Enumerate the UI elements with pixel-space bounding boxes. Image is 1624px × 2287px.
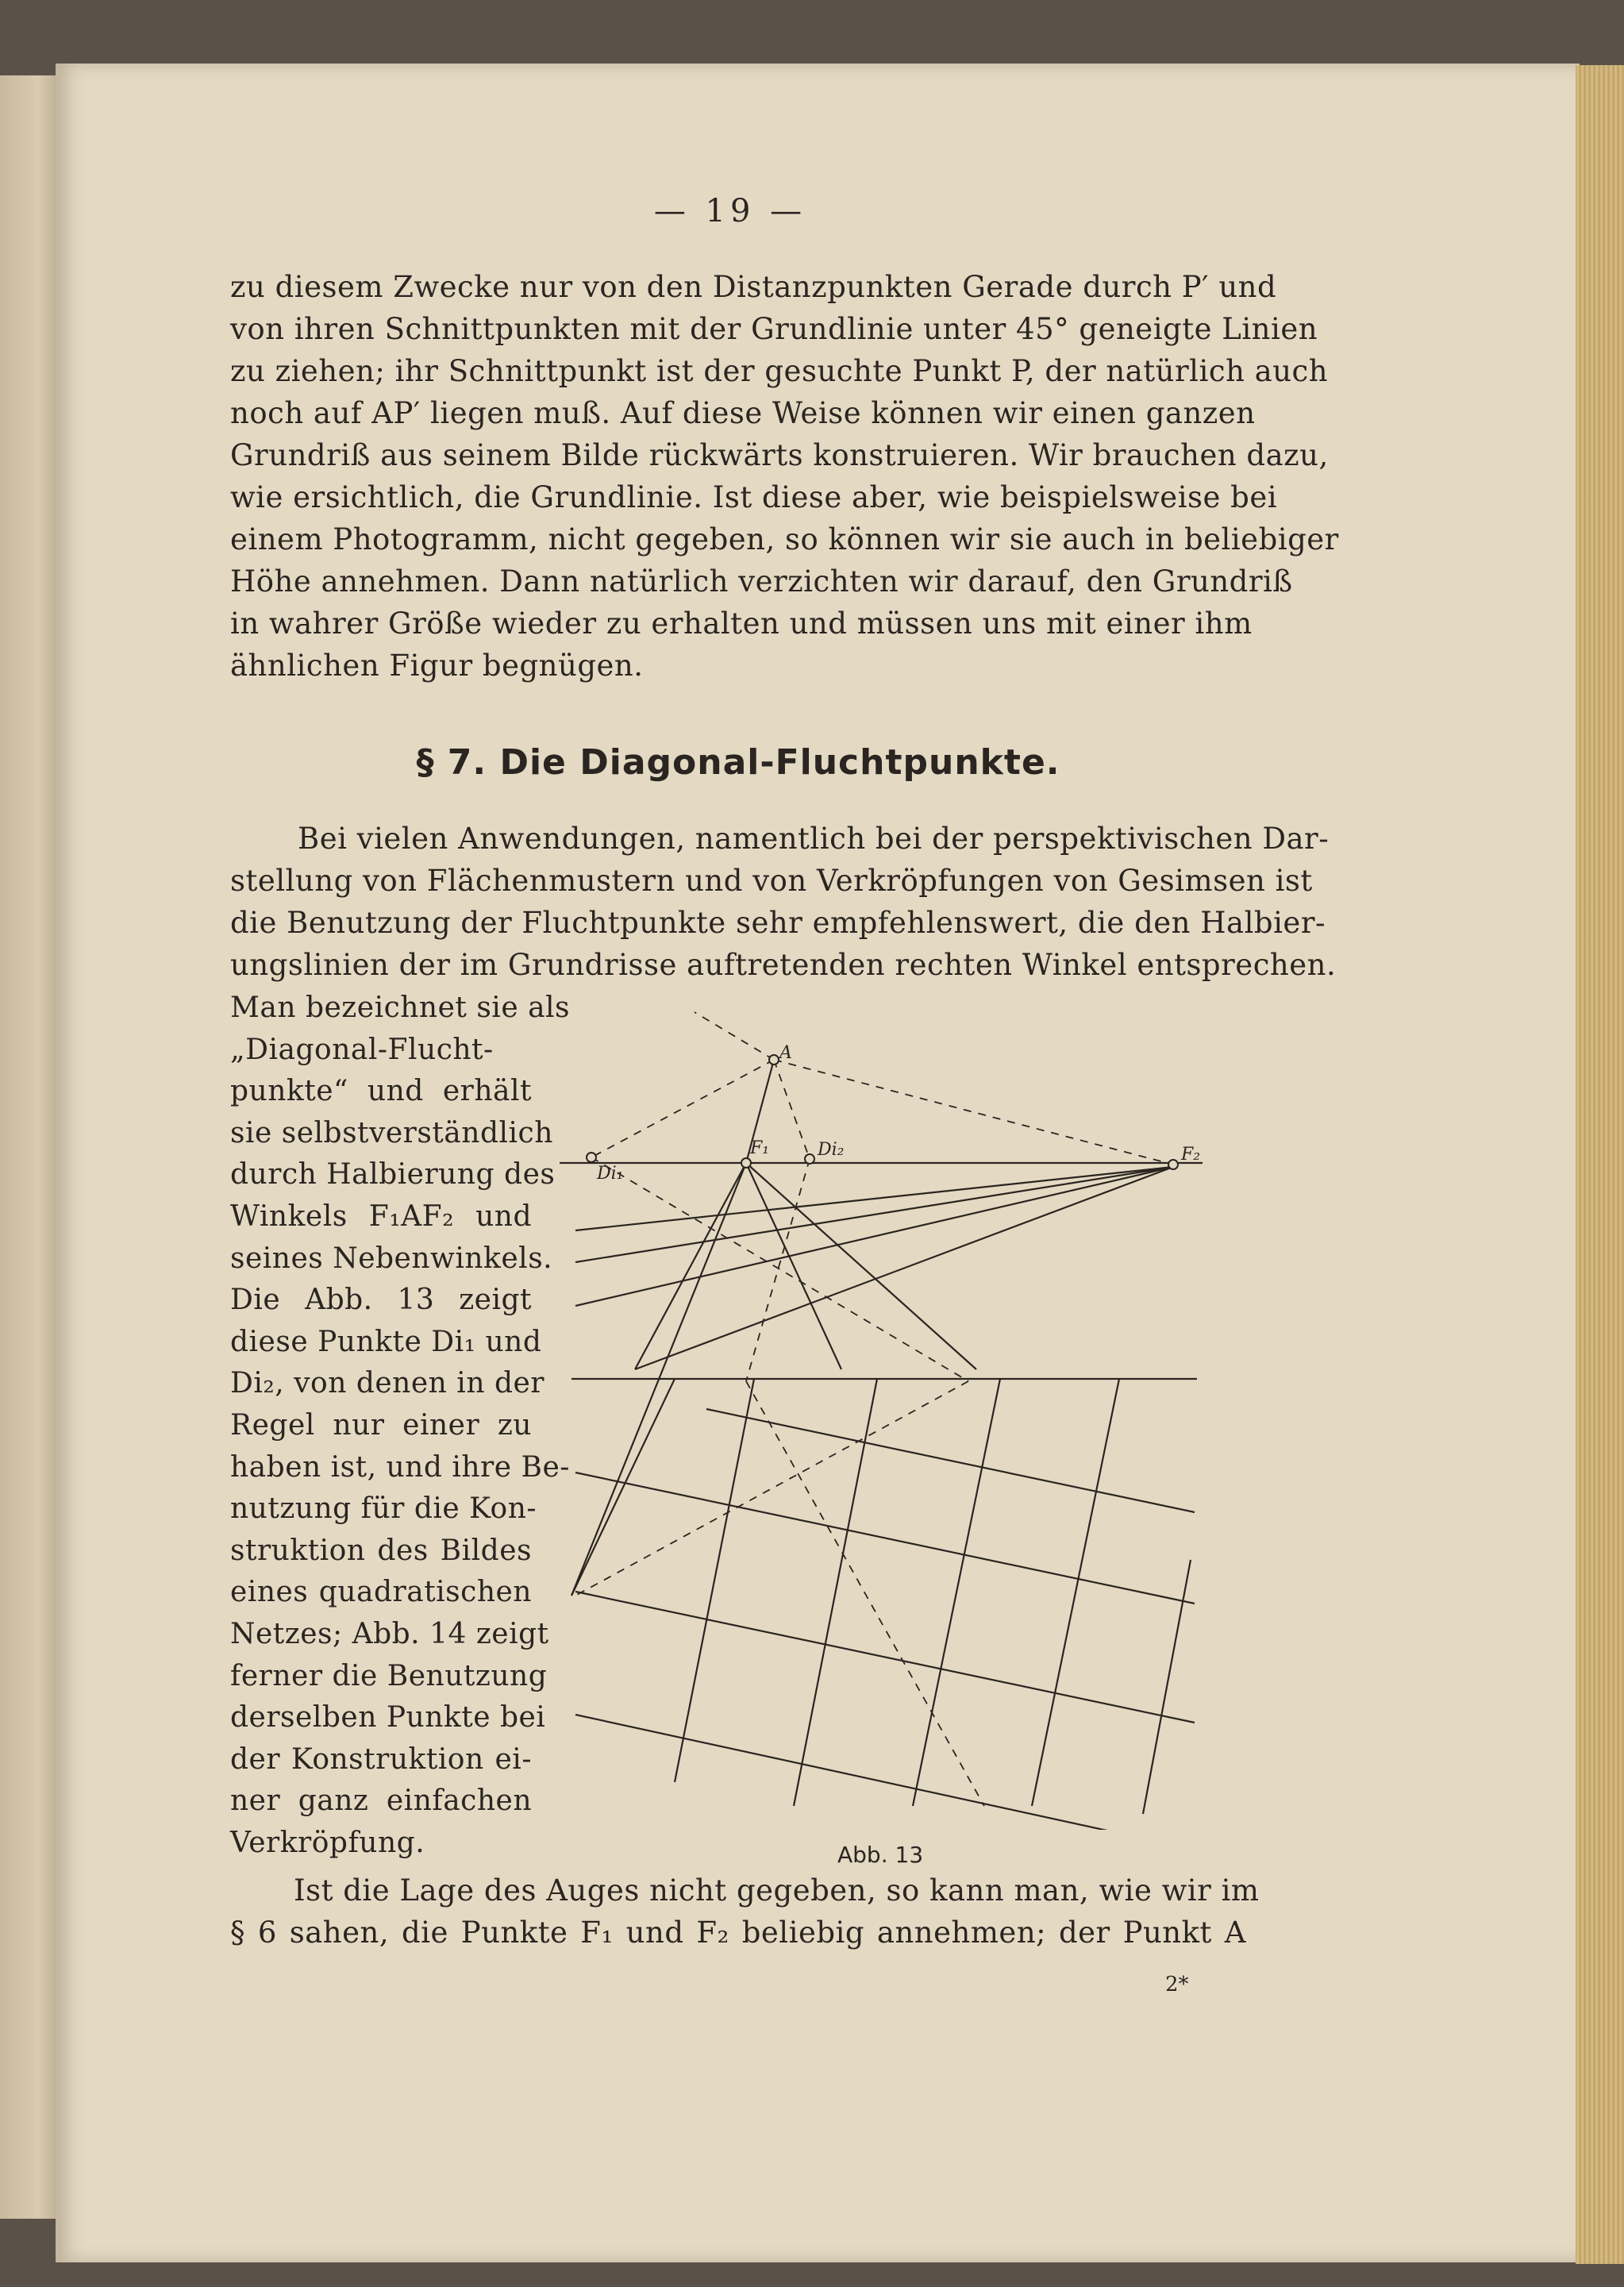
perspective-grid-diagram (556, 988, 1214, 1830)
figure-abb-13 (556, 988, 1214, 1830)
closing-paragraph (230, 1869, 1260, 1954)
grid-line (913, 1379, 1000, 1806)
ray-line (635, 1163, 746, 1369)
text-line: der Konstruktion ei- (230, 1742, 532, 1776)
text-line: zu ziehen; ihr Schnittpunkt ist der gesuchte Punkt P, der natürlich auch (230, 354, 1329, 388)
point-f2 (1168, 1160, 1178, 1169)
text-line: Höhe annehmen. Dann natürlich verzichten wir darauf, den Grundriß (230, 564, 1293, 599)
text-line: punkte“ und erhält (230, 1075, 532, 1108)
text-line: § 6 sahen, die Punkte F₁ und F₂ beliebig annehmen; der Punkt A (230, 1915, 1246, 1950)
text-line: eines quadratischen (230, 1576, 532, 1609)
text-line: sie selbstverständlich (230, 1116, 553, 1149)
label-f2: F₂ (1181, 1145, 1201, 1165)
grid-line (706, 1409, 1195, 1512)
text-line: ungslinien der im Grundrisse auftretenden rechten Winkel entsprechen. (230, 948, 1337, 982)
text-line: Ist die Lage des Auges nicht gegeben, so kann man, wie wir im (294, 1873, 1260, 1908)
text-line: Bei vielen Anwendungen, namentlich bei der perspektivischen Dar- (298, 822, 1330, 856)
diagonal-construction-line (591, 1060, 774, 1157)
point-di1 (587, 1153, 596, 1162)
ray-line (746, 1163, 976, 1369)
ray-line (575, 1167, 1173, 1230)
text-line: von ihren Schnittpunkten mit der Grundlinie unter 45° geneigte Linien (230, 312, 1318, 346)
grid-line (1032, 1379, 1119, 1806)
section-paragraph (230, 818, 1337, 986)
signature-mark: 2* (1165, 1973, 1189, 1996)
figure-caption: Abb. 13 (837, 1842, 924, 1868)
text-line: ähnlichen Figur begnügen. (230, 649, 644, 683)
text-line: nutzung für die Kon- (230, 1492, 537, 1526)
ray-line (635, 1167, 1173, 1369)
text-line: Netzes; Abb. 14 zeigt (230, 1617, 549, 1650)
text-line: Verkröpfung. (230, 1826, 425, 1859)
previous-page-edge (0, 75, 63, 2219)
grid-line (675, 1379, 754, 1782)
narrow-column-text (230, 988, 571, 1864)
ray-line (575, 1167, 1173, 1262)
diagonal-construction-line (575, 1381, 968, 1596)
text-line: in wahrer Größe wieder zu erhalten und müssen uns mit einer ihm (230, 606, 1253, 641)
section-heading: § 7. Die Diagonal-Fluchtpunkte. (416, 742, 1060, 783)
text-line: einem Photogramm, nicht gegeben, so können wir sie auch in beliebiger (230, 522, 1339, 556)
text-line: derselben Punkte bei (230, 1701, 546, 1735)
diagonal-construction-line (695, 1012, 774, 1060)
text-line: seines Nebenwinkels. (230, 1242, 553, 1275)
page-number: — 19 — (653, 193, 807, 229)
grid-line (575, 1592, 1195, 1723)
text-line: haben ist, und ihre Be- (230, 1450, 570, 1484)
text-line: Man bezeichnet sie als (230, 991, 571, 1024)
point-f1 (741, 1158, 751, 1168)
text-line: Di₂, von denen in der (230, 1367, 545, 1400)
text-line: durch Halbierung des (230, 1158, 556, 1192)
ray-line (746, 1163, 841, 1369)
intro-paragraph (230, 266, 1339, 687)
diagonal-construction-line (591, 1157, 968, 1381)
label-di1: Di₁ (597, 1164, 624, 1184)
text-line: die Benutzung der Fluchtpunkte sehr empfehlenswert, die den Halbier- (230, 906, 1326, 940)
text-line: ner ganz einfachen (230, 1785, 532, 1818)
label-di2: Di₂ (818, 1140, 845, 1160)
grid-line (575, 1715, 1195, 1830)
text-line: ferner die Benutzung (230, 1659, 548, 1692)
text-line: wie ersichtlich, die Grundlinie. Ist diese aber, wie beispielsweise bei (230, 480, 1278, 514)
text-line: struktion des Bildes (230, 1534, 532, 1567)
text-line: „Diagonal-Flucht- (230, 1033, 494, 1066)
point-a (769, 1055, 779, 1065)
page-stack-edge (1576, 65, 1624, 2264)
label-f1: F₁ (750, 1138, 770, 1158)
text-line: Winkels F₁AF₂ und (230, 1199, 532, 1233)
label-a: A (779, 1043, 792, 1063)
text-line: Grundriß aus seinem Bilde rückwärts konstruieren. Wir brauchen dazu, (230, 438, 1329, 472)
text-line: noch auf AP′ liegen muß. Auf diese Weise können wir einen ganzen (230, 396, 1256, 430)
diagonal-construction-line (746, 1381, 984, 1806)
diagonal-construction-line (774, 1060, 810, 1159)
text-line: Regel nur einer zu (230, 1408, 532, 1442)
point-di2 (805, 1154, 814, 1164)
ray-line (575, 1167, 1173, 1306)
text-line: diese Punkte Di₁ und (230, 1325, 542, 1358)
grid-line (571, 1379, 675, 1596)
text-line: Die Abb. 13 zeigt (230, 1284, 532, 1317)
text-line: stellung von Flächenmustern und von Verkröpfungen von Gesimsen ist (230, 864, 1313, 898)
text-line: zu diesem Zwecke nur von den Distanzpunkten Gerade durch P′ und (230, 270, 1277, 304)
